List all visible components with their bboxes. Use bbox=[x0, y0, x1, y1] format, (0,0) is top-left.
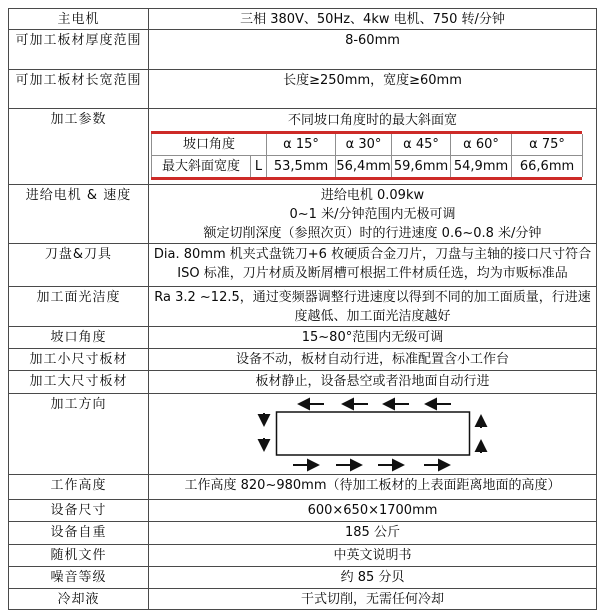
bevel-width-cell: 59,6mm bbox=[392, 156, 451, 178]
bevel-width-cell: 56,4mm bbox=[336, 156, 392, 178]
bevel-row-label-cell: 最大斜面宽度 bbox=[152, 156, 251, 178]
plate-rectangle bbox=[276, 412, 469, 455]
spec-value-cell: 8-60mm bbox=[149, 30, 597, 70]
spec-value-cell: 长度≥250mm，宽度≥60mm bbox=[149, 70, 597, 109]
spec-value-cell: 干式切削，无需任何冷却 bbox=[149, 589, 597, 610]
table-row bbox=[9, 287, 597, 327]
spec-label-cell bbox=[9, 287, 149, 327]
spec-label: 设备尺寸 bbox=[50, 503, 107, 518]
table-row bbox=[9, 522, 597, 545]
spec-label: 进给电机 & 速度 bbox=[25, 188, 132, 203]
spec-label: 可加工板材长宽范围 bbox=[15, 73, 142, 88]
bevel-table-title: 不同坡口角度时的最大斜面宽 bbox=[287, 113, 457, 128]
machining-parameters-cell bbox=[149, 109, 597, 185]
table-row bbox=[9, 185, 597, 244]
spec-label-cell bbox=[9, 522, 149, 545]
spec-value-cell: Ra 3.2 ~12.5，通过变频器调整行进速度以得到不同的加工面质量，行进速度越低、加工面光洁度越好 bbox=[149, 287, 597, 327]
bevel-width-cell: 66,6mm bbox=[512, 156, 583, 178]
spec-sheet bbox=[8, 8, 597, 610]
bevel-angle-cell: α 30° bbox=[336, 134, 392, 156]
spec-label: 加工小尺寸板材 bbox=[29, 352, 128, 367]
table-row bbox=[9, 567, 597, 589]
spec-label: 工作高度 bbox=[50, 478, 107, 493]
spec-value-cell: 板材静止，设备悬空或者沿地面自动行进 bbox=[149, 371, 597, 394]
spec-label-cell bbox=[9, 185, 149, 244]
value-line: 0~1 米/分钟范围内无极可调 bbox=[289, 207, 456, 222]
spec-table bbox=[8, 8, 597, 610]
bevel-angle-cell: α 45° bbox=[392, 134, 451, 156]
spec-label: 加工参数 bbox=[50, 112, 107, 127]
bevel-width-cell: 53,5mm bbox=[267, 156, 336, 178]
spec-label: 主电机 bbox=[57, 12, 100, 27]
spec-value-cell: 三相 380V、50Hz、4kw 电机、750 转/分钟 bbox=[149, 9, 597, 30]
spec-label: 噪音等级 bbox=[50, 570, 107, 585]
table-row bbox=[9, 244, 597, 287]
spec-label: 坡口角度 bbox=[50, 330, 107, 345]
spec-label-cell bbox=[9, 349, 149, 371]
table-row bbox=[152, 156, 583, 178]
table-row bbox=[9, 500, 597, 522]
table-row bbox=[9, 394, 597, 475]
table-row bbox=[9, 589, 597, 610]
spec-value-cell: 工作高度 820~980mm（待加工板材的上表面距离地面的高度） bbox=[149, 475, 597, 500]
table-row bbox=[9, 475, 597, 500]
spec-label: 加工大尺寸板材 bbox=[29, 374, 128, 389]
table-row bbox=[9, 9, 597, 30]
spec-label-cell bbox=[9, 394, 149, 475]
spec-value-cell: 185 公斤 bbox=[149, 522, 597, 545]
table-row bbox=[152, 134, 583, 156]
bevel-width-cell: 54,9mm bbox=[451, 156, 512, 178]
bevel-angle-cell: α 60° bbox=[451, 134, 512, 156]
bevel-corner-cell: 坡口角度 bbox=[152, 134, 267, 156]
spec-label-cell bbox=[9, 589, 149, 610]
spec-label-cell bbox=[9, 475, 149, 500]
spec-value-cell: 15~80°范围内无级可调 bbox=[149, 327, 597, 349]
table-row bbox=[9, 371, 597, 394]
spec-label-cell bbox=[9, 109, 149, 185]
bevel-width-table bbox=[151, 134, 583, 177]
table-row bbox=[9, 327, 597, 349]
spec-label: 加工面光洁度 bbox=[36, 290, 121, 305]
spec-label: 刀盘&刀具 bbox=[44, 247, 113, 262]
spec-label-cell bbox=[9, 371, 149, 394]
spec-label-cell bbox=[9, 327, 149, 349]
spec-label-cell bbox=[9, 9, 149, 30]
table-row bbox=[9, 349, 597, 371]
value-line: 额定切削深度（参照次页）时的行进速度 0.6~0.8 米/分钟 bbox=[203, 226, 542, 241]
table-row bbox=[9, 30, 597, 70]
table-row bbox=[9, 70, 597, 109]
spec-label: 冷却液 bbox=[57, 592, 100, 607]
machining-direction-diagram bbox=[153, 396, 593, 474]
machining-direction-cell bbox=[149, 394, 597, 475]
bevel-angle-cell: α 75° bbox=[512, 134, 583, 156]
spec-value-cell bbox=[149, 185, 597, 244]
spec-value-cell: Dia. 80mm 机夹式盘铣刀+6 枚硬质合金刀片，刀盘与主轴的接口尺寸符合 ISO 标准，刀片材质及断屑槽可根据工件材质任选，均为市贩标准品 bbox=[149, 244, 597, 287]
spec-label-cell bbox=[9, 545, 149, 567]
spec-label-cell bbox=[9, 244, 149, 287]
spec-label: 可加工板材厚度范围 bbox=[15, 33, 142, 48]
bevel-symbol-cell: L bbox=[251, 156, 267, 178]
spec-label-cell bbox=[9, 500, 149, 522]
spec-value-cell: 约 85 分贝 bbox=[149, 567, 597, 589]
bevel-angle-cell: α 15° bbox=[267, 134, 336, 156]
value-line: 进给电机 0.09kw bbox=[320, 188, 425, 203]
spec-value-cell: 600×650×1700mm bbox=[149, 500, 597, 522]
spec-label-cell bbox=[9, 30, 149, 70]
table-row bbox=[9, 545, 597, 567]
spec-value-cell: 中英文说明书 bbox=[149, 545, 597, 567]
spec-label: 加工方向 bbox=[50, 397, 107, 412]
bevel-table-red-frame bbox=[151, 131, 582, 180]
spec-label: 设备自重 bbox=[50, 525, 107, 540]
table-row bbox=[9, 109, 597, 185]
spec-label-cell bbox=[9, 567, 149, 589]
spec-value-cell: 设备不动，板材自动行进，标准配置含小工作台 bbox=[149, 349, 597, 371]
spec-label: 随机文件 bbox=[50, 548, 107, 563]
spec-label-cell bbox=[9, 70, 149, 109]
